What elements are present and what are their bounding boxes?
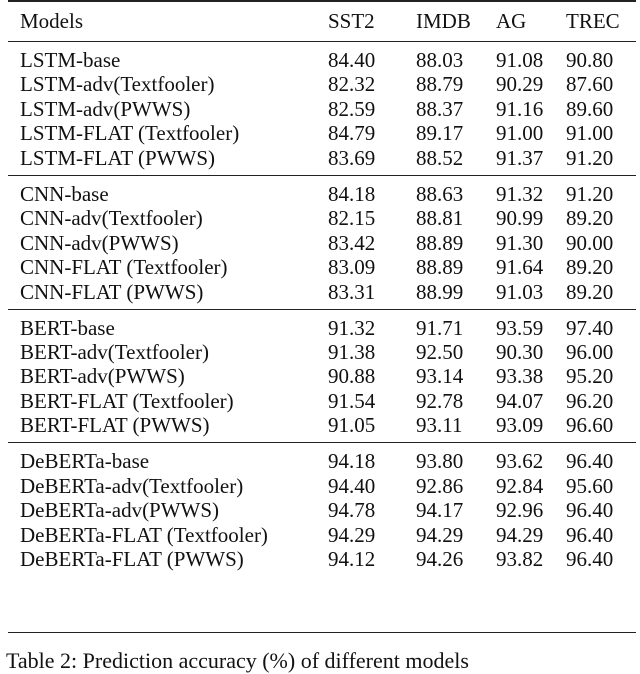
imdb-value-cell: 88.99 <box>416 279 464 304</box>
header-row <box>8 1 636 42</box>
model-name-cell: LSTM-adv(Textfooler) <box>20 72 215 97</box>
table-row <box>8 340 636 365</box>
trec-value-cell: 91.00 <box>566 121 614 146</box>
model-name-cell: CNN-FLAT (Textfooler) <box>20 255 228 280</box>
trec-value-cell: 89.20 <box>566 279 614 304</box>
header-ag: AG <box>496 9 527 33</box>
ag-value-cell: 93.09 <box>496 413 544 438</box>
table-header <box>8 1 636 42</box>
model-name-cell: BERT-adv(PWWS) <box>20 364 185 389</box>
table-caption: Table 2: Prediction accuracy (%) of different models <box>6 648 469 673</box>
sst2-value-cell: 91.32 <box>328 315 376 340</box>
trec-value-cell: 90.80 <box>566 48 614 72</box>
model-name-cell: DeBERTa-adv(Textfooler) <box>20 473 244 498</box>
imdb-value-cell: 92.86 <box>416 473 464 498</box>
table-group-lstm <box>8 42 636 176</box>
model-name-cell: BERT-FLAT (Textfooler) <box>20 389 234 414</box>
sst2-value-cell: 91.54 <box>328 389 376 414</box>
ag-value-cell: 91.03 <box>496 279 544 304</box>
ag-value-cell: 90.99 <box>496 206 544 231</box>
ag-value-cell: 91.08 <box>496 48 544 72</box>
sst2-value-cell: 82.15 <box>328 206 376 231</box>
ag-value-cell: 91.16 <box>496 96 544 121</box>
trec-value-cell: 91.20 <box>566 181 614 206</box>
table-row <box>8 42 636 73</box>
table-row <box>8 473 636 498</box>
trec-value-cell: 96.40 <box>566 449 614 474</box>
trec-value-cell: 97.40 <box>566 315 614 340</box>
trec-value-cell: 89.20 <box>566 255 614 280</box>
imdb-value-cell: 88.89 <box>416 230 464 255</box>
model-name-cell: CNN-FLAT (PWWS) <box>20 279 204 304</box>
model-name-cell: CNN-adv(Textfooler) <box>20 206 203 231</box>
table-row <box>8 413 636 443</box>
table-row <box>8 280 636 310</box>
model-name-cell: LSTM-base <box>20 48 121 72</box>
sst2-value-cell: 84.40 <box>328 48 376 72</box>
table-row <box>8 206 636 231</box>
imdb-value-cell: 88.63 <box>416 181 464 206</box>
table-bottom-rule <box>8 632 636 633</box>
sst2-value-cell: 83.69 <box>328 145 376 170</box>
imdb-value-cell: 88.37 <box>416 96 464 121</box>
imdb-value-cell: 88.81 <box>416 206 464 231</box>
ag-value-cell: 93.59 <box>496 315 544 340</box>
header-sst2: SST2 <box>328 9 375 33</box>
trec-value-cell: 96.60 <box>566 413 614 438</box>
trec-value-cell: 95.20 <box>566 364 614 389</box>
sst2-value-cell: 83.09 <box>328 255 376 280</box>
imdb-value-cell: 88.79 <box>416 72 464 97</box>
sst2-value-cell: 90.88 <box>328 364 376 389</box>
sst2-value-cell: 83.42 <box>328 230 376 255</box>
trec-value-cell: 96.40 <box>566 522 614 547</box>
imdb-value-cell: 88.52 <box>416 145 464 170</box>
table-row <box>8 175 636 206</box>
model-name-cell: CNN-adv(PWWS) <box>20 230 179 255</box>
sst2-value-cell: 82.32 <box>328 72 376 97</box>
imdb-value-cell: 92.50 <box>416 339 464 364</box>
trec-value-cell: 95.60 <box>566 473 614 498</box>
header-trec: TREC <box>566 9 620 33</box>
ag-value-cell: 94.07 <box>496 389 544 414</box>
table-row <box>8 255 636 280</box>
sst2-value-cell: 94.78 <box>328 498 376 523</box>
imdb-value-cell: 91.71 <box>416 315 464 340</box>
ag-value-cell: 92.84 <box>496 473 544 498</box>
ag-value-cell: 91.00 <box>496 121 544 146</box>
imdb-value-cell: 92.78 <box>416 389 464 414</box>
table-row <box>8 121 636 146</box>
imdb-value-cell: 93.11 <box>416 413 463 438</box>
imdb-value-cell: 94.26 <box>416 547 464 572</box>
ag-value-cell: 91.32 <box>496 181 544 206</box>
sst2-value-cell: 91.05 <box>328 413 376 438</box>
sst2-value-cell: 83.31 <box>328 279 376 304</box>
results-table <box>8 0 636 576</box>
trec-value-cell: 89.60 <box>566 96 614 121</box>
table-row <box>8 72 636 97</box>
sst2-value-cell: 84.18 <box>328 181 376 206</box>
ag-value-cell: 92.96 <box>496 498 544 523</box>
ag-value-cell: 94.29 <box>496 522 544 547</box>
model-name-cell: DeBERTa-FLAT (PWWS) <box>20 547 244 572</box>
trec-value-cell: 87.60 <box>566 72 614 97</box>
trec-value-cell: 96.40 <box>566 547 614 572</box>
ag-value-cell: 93.62 <box>496 449 544 474</box>
table-row <box>8 364 636 389</box>
table-row <box>8 547 636 576</box>
sst2-value-cell: 94.40 <box>328 473 376 498</box>
trec-value-cell: 90.00 <box>566 230 614 255</box>
ag-value-cell: 91.37 <box>496 145 544 170</box>
sst2-value-cell: 82.59 <box>328 96 376 121</box>
sst2-value-cell: 84.79 <box>328 121 376 146</box>
trec-value-cell: 96.40 <box>566 498 614 523</box>
trec-value-cell: 89.20 <box>566 206 614 231</box>
sst2-value-cell: 94.29 <box>328 522 376 547</box>
ag-value-cell: 91.30 <box>496 230 544 255</box>
trec-value-cell: 96.00 <box>566 339 614 364</box>
imdb-value-cell: 88.89 <box>416 255 464 280</box>
header-imdb: IMDB <box>416 9 471 33</box>
table-row <box>8 230 636 255</box>
model-name-cell: CNN-base <box>20 181 109 206</box>
table-row <box>8 309 636 340</box>
model-name-cell: BERT-adv(Textfooler) <box>20 339 209 364</box>
model-name-cell: LSTM-FLAT (Textfooler) <box>20 121 240 146</box>
ag-value-cell: 90.30 <box>496 339 544 364</box>
ag-value-cell: 93.38 <box>496 364 544 389</box>
table-row <box>8 146 636 176</box>
trec-value-cell: 96.20 <box>566 389 614 414</box>
table-group-cnn <box>8 175 636 309</box>
ag-value-cell: 91.64 <box>496 255 544 280</box>
sst2-value-cell: 94.12 <box>328 547 376 572</box>
model-name-cell: LSTM-FLAT (PWWS) <box>20 145 216 170</box>
table-row <box>8 443 636 474</box>
imdb-value-cell: 94.29 <box>416 522 464 547</box>
ag-value-cell: 90.29 <box>496 72 544 97</box>
model-name-cell: LSTM-adv(PWWS) <box>20 96 191 121</box>
imdb-value-cell: 93.80 <box>416 449 464 474</box>
table-row <box>8 498 636 523</box>
model-name-cell: DeBERTa-base <box>20 449 150 474</box>
ag-value-cell: 93.82 <box>496 547 544 572</box>
table-row <box>8 523 636 548</box>
model-name-cell: BERT-FLAT (PWWS) <box>20 413 210 438</box>
imdb-value-cell: 93.14 <box>416 364 464 389</box>
model-name-cell: DeBERTa-adv(PWWS) <box>20 498 220 523</box>
sst2-value-cell: 91.38 <box>328 339 376 364</box>
sst2-value-cell: 94.18 <box>328 449 376 474</box>
table-row <box>8 389 636 414</box>
imdb-value-cell: 88.03 <box>416 48 464 72</box>
model-name-cell: BERT-base <box>20 315 115 340</box>
table-group-bert <box>8 309 636 443</box>
table-group-deberta <box>8 443 636 576</box>
header-models: Models <box>20 9 83 33</box>
table-row <box>8 97 636 122</box>
model-name-cell: DeBERTa-FLAT (Textfooler) <box>20 522 268 547</box>
trec-value-cell: 91.20 <box>566 145 614 170</box>
imdb-value-cell: 94.17 <box>416 498 464 523</box>
imdb-value-cell: 89.17 <box>416 121 464 146</box>
